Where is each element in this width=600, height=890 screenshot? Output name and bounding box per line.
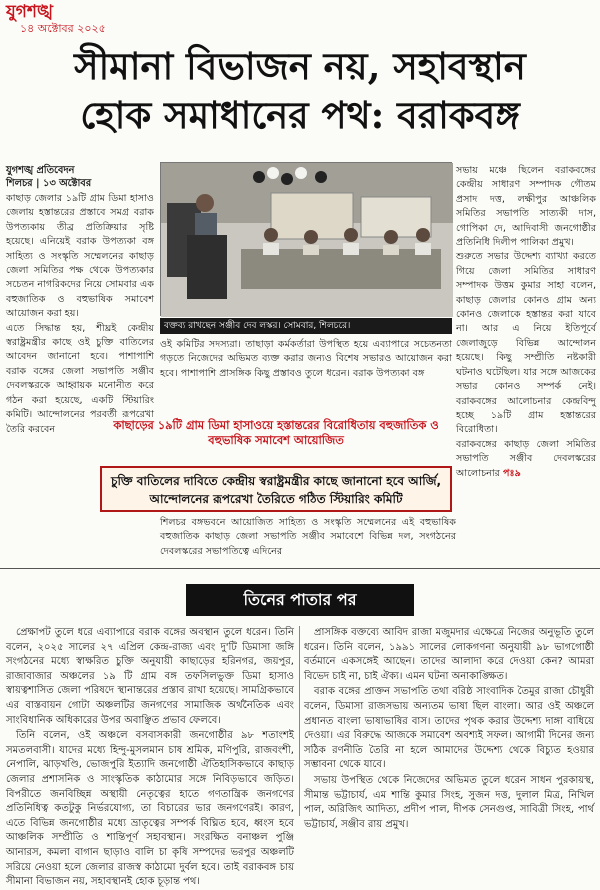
paragraph: কাছাড় জেলার ১৯টি গ্রাম ডিমা হাসাও জেলায় হস্তান্তরের প্রস্তাবে সমগ্র বরাক উপত্যকায় তীব্র প্রতিক্রিয়ার সৃষ্টি হয়েছে। এনিয়েই বরাক উপত্যকা বঙ্গ সাহিত্য ও সংস্কৃতি সম্মেলনের কাছাড় জেলা সমিতির পক্ষ থেকে উপত্যকার সচেতন নাগরিকদের নিয়ে সোমবার এক বহুজাতিক ও বহুভাষিক সমাবেশ আয়োজন করা হয়। (6, 193, 154, 320)
issue-date: ১৪ অক্টোবর ২০২৫ (20, 22, 106, 35)
paragraph: এতে সিদ্ধান্ত হয়, শীঘ্রই কেন্দ্রীয় স্বরাষ্ট্রমন্ত্রীর কাছে ওই চুক্তি বাতিলের আবেদন জানানো হবে। পাশাপাশি বরাক বঙ্গের জেলা সভাপতি সঞ্জীব দেবলস্করকে আহ্বায়ক মনোনীত করে গঠন করা হয়েছে, একটি স্টিয়ারিং কমিটি। আন্দোলনের পরবর্তী রূপরেখা তৈরি করবেন (6, 322, 154, 435)
article-lower-column (160, 516, 456, 560)
article-right-column (456, 164, 596, 479)
newspaper-name: যুগশঙ্খ (6, 2, 53, 22)
section-divider (0, 568, 600, 569)
paragraph: শুরুতে সভার উদ্দেশ্য ব্যাখ্যা করতে গিয়ে জেলা সমিতির সাধারণ সম্পাদক উত্তম কুমার সাহা বলেন, কাছাড় জেলার কোনও গ্রাম অন্য কোনও জেলাকে হস্তান্তর করা যাবে না। আর এ নিয়ে ইতিপূর্বে জেলাজুড়ে বিভিন্ন আন্দোলন হয়েছে। কিছু সম্প্রীতি নষ্টকারী ঘটনাও ঘটেছিল। যার সঙ্গে আজকের সভার কোনও সম্পর্ক নেই। বরাকবঙ্গের আলোচনার কেন্দ্রবিন্দু হচ্ছে ১৯টি গ্রাম হস্তান্তরের বিরোধিতা। (456, 251, 596, 436)
column-rule (299, 626, 300, 816)
headline-line-1: সীমানা বিভাজন নয়, সহাবস্থান (74, 44, 526, 88)
news-photo (160, 162, 452, 316)
page-reference: পঃ৯ (503, 467, 521, 479)
paragraph: ওই কমিটির সদস্যরা। তাছাড়া কর্মকর্তারা উপস্থিত হয়ে এব্যাপারে সচেতনতা গড়তে নিজেদের অভিমত ব্যক্ত করার জন্যও বিশেষ সভারও আয়োজন করা হবে। পাশাপাশি প্রাসঙ্গিক কিছু প্রস্তাবও তুলে ধরেন। বরাক উপত্যকা বঙ্গ (160, 339, 452, 379)
continued-label: তিনের পাতার পর (186, 584, 414, 616)
headline-line-2: হোক সমাধানের পথ: বরাকবঙ্গ (80, 93, 520, 137)
meeting-photo-graphic (161, 163, 453, 317)
paragraph: সভায় মঞ্চে ছিলেন বরাকবঙ্গের কেন্দ্রীয় সাধারণ সম্পাদক গৌতম প্রসাদ দত্ত, লক্ষীপুর আঞ্চলিক সমিতির সভাপতি সাত্যকী দাস, গোপিকা দে, আদিবাসী জনগোষ্ঠীর প্রতিনিধি দিলীপ পালিকা প্রমুখ। (456, 165, 596, 249)
masthead (6, 2, 306, 36)
continued-right-column (304, 626, 594, 830)
paragraph: প্রেক্ষাপট তুলে ধরে এব্যাপারে বরাক বঙ্গের অবস্থান তুলে ধরেন। তিনি বলেন, ২০২৫ সালের ২৭ এপ্রিল কেন্দ্র-রাজ্য এবং দু'টি ডিমাসা জঙ্গি সংগঠনের মধ্যে স্বাক্ষরিত চুক্তি অনুযায়ী কাছাড়ের হরিনগর, জয়পুর, রাজাবাজার অঞ্চলের ১৯ টি গ্রাম বঙ্গ তফসিলভুক্ত ডিমা হাসাও স্বায়ত্বশাসিত জেলা পরিষদে স্থানান্তরের প্রস্তাব রাখা হয়েছে। সামগ্রিকভাবে এর বাস্তবায়ন গোটা অঞ্চলটির জনগণের সামাজিক অর্থনৈতিক এবং সাংবিধানিক অধিকারের উপর অবাঞ্ছিত প্রভাব ফেলবে। (6, 627, 294, 726)
byline: যুগশঙ্খ প্রতিবেদন (6, 165, 75, 176)
photo-caption: বক্তব্য রাখছেন সঞ্জীব দেব লস্কর। সোমবার, শিলচরে। (160, 318, 452, 334)
headline (6, 42, 594, 152)
continued-left-column (6, 626, 294, 888)
paragraph: প্রাসঙ্গিক বক্তব্যে আবিদ রাজা মজুমদার এক্ষেত্রে নিজের অনুভূতি তুলে ধরেন। তিনি বলেন, ১৯৯১ সালের লোকগণনা অনুযায়ী ৯৮ ভাগগোষ্ঠী বর্তমানে একসঙ্গেই আছেন। তাদের আলাদা করে দেওয়া কেন? আমরা বিভেদ চাই না, চাই ঐক্য। এমন ঘটনা অনাকাঙ্ক্ষিত। (304, 627, 594, 682)
paragraph: তিনি বলেন, ওই অঞ্চলে বসবাসকারী জনগোষ্ঠীর ৯৮ শতাংশই সমতলবাসী। যাদের মধ্যে হিন্দু-মুসলমান চাষ শ্রমিক, মণিপুরি, রাজবংশী, নেপালি, ঝাড়খণ্ডি, ভোজপুরি ইত্যাদি জনগোষ্ঠী ঐতিহাসিকভাবে কাছাড় জেলার প্রশাসনিক ও সাংস্কৃতিক কাঠামোর সঙ্গে নিবিড়ভাবে জড়িত। বিপরীতে জনবিচ্ছিন্ন অস্থায়ী নেতৃত্বের হাতে গণতান্ত্রিক জনগণের প্রতিনিধিত্ব কতটুকু নির্ভরযোগ্য, তা বিচারের ভার জনগণেরই। কারণ, এতে বিভিন্ন জনগোষ্ঠীর মধ্যে ভ্রাতৃত্বের সম্পর্ক বিঘ্নিত হবে, ধ্বংস হবে আঞ্চলিক সম্প্রীতি ও শান্তিপূর্ণ সহাবস্থান। সংরক্ষিত বনাঞ্চল পুঞ্জি আনারস, কমলা বাগান ছাড়াও বালি চা কৃষি সম্পদের ভরপুর অঞ্চলটি সরিয়ে নেওয়া হলে জেলার রাজস্ব কাঠামো দুর্বল হবে। তাই বরাকবঙ্গ চায় সীমানা বিভাজন নয়, সহাবস্থানই হোক চূড়ান্ত পথ। (6, 730, 294, 888)
article-middle-column (160, 338, 452, 414)
dateline: শিলচর | ১৩ অক্টোবর (6, 178, 92, 189)
paragraph-text: বরাকবঙ্গের কাছাড় জেলা সমিতির সভাপতি সঞ্জীব দেবলস্করের আলোচনার (456, 438, 596, 479)
paragraph: সভায় উপস্থিত থেকে নিজেদের অভিমত তুলে ধরেন সাধন পুরকায়স্থ, সীমান্ত ভট্টাচার্য, এম শান্তি কুমার সিংহ, সুজন দত্ত, দুলাল মিত্র, নিখিল পাল, অরিজিৎ আদিত্য, প্রদীপ পাল, দীপক সেনগুপ্ত, সাবিত্রী সিংহ, পার্থ ভট্টাচার্য, সঞ্জীব রায় প্রমুখ। (304, 774, 594, 830)
paragraph: শিলচর বঙ্গভবনে আয়োজিত সাহিত্য ও সংস্কৃতি সম্মেলনের এই বহুভাষিক বহুজাতিক কাছাড় জেলা সভাপতি সঞ্জীব সমাবেশে বিভিন্ন দল, সংগঠনের দেবলস্করের সভাপতিত্বে এদিনের (160, 517, 456, 557)
paragraph (456, 438, 596, 481)
article-left-column (6, 164, 154, 438)
highlight-box: চুক্তি বাতিলের দাবিতে কেন্দ্রীয় স্বরাষ্ট্রমন্ত্রীর কাছে জানানো হবে আর্জি, আন্দোলনের রূপরেখা তৈরিতে গঠিত স্টিয়ারিং কমিটি (100, 466, 452, 512)
subheadline: কাছাড়ের ১৯টি গ্রাম ডিমা হাসাওয়ে হস্তান্তরের বিরোধিতায় বহুজাতিক ও বহুভাষিক সমাবেশ আয়োজিত (113, 418, 439, 447)
paragraph: বরাক বঙ্গের প্রাক্তন সভাপতি তথা বরিষ্ঠ সাংবাদিক তৈমুর রাজা চৌধুরী বলেন, ডিমাসা রাজসভায় অন্যতম ভাষা ছিল বাংলা। আর ওই অঞ্চলে প্রধানত বাংলা ভাষাভাষির বাস। তাদের পৃথক করার উদ্দেশ্য দাঙ্গা বাধিয়ে দেওয়া। এর বিরুদ্ধে আজকে সমাবেশ অবশ্যই সফল। আগামী দিনের জন্য সঠিক রণনীতি তৈরি না হলে আমাদের উদ্দেশ্য থেকে বিচ্যুত হওয়ার সম্ভাবনা থেকে যাবে। (304, 686, 594, 771)
